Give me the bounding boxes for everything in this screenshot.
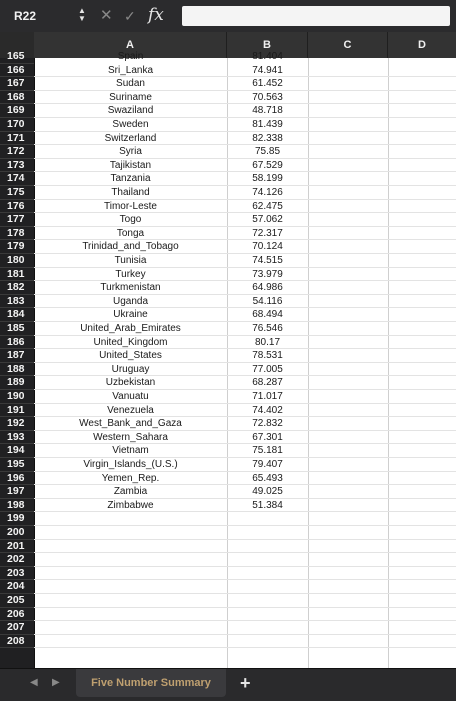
cell-value[interactable]: 68.287 <box>252 377 283 389</box>
cell-value[interactable] <box>227 580 308 594</box>
row-header[interactable]: 199 <box>0 512 34 526</box>
row-header[interactable]: 190 <box>0 390 34 404</box>
cell-value[interactable]: 64.986 <box>252 282 283 294</box>
row-header[interactable]: 185 <box>0 322 34 336</box>
cell-country[interactable]: Syria <box>119 146 142 158</box>
cell-country[interactable] <box>34 608 227 622</box>
cell-country[interactable]: Tajikistan <box>109 159 152 171</box>
row-header[interactable]: 183 <box>0 295 34 309</box>
cell-value[interactable]: 57.062 <box>252 214 283 226</box>
cell-value[interactable]: 74.126 <box>252 187 283 198</box>
row-header[interactable]: 191 <box>0 404 34 418</box>
spreadsheet-grid[interactable] <box>0 32 456 668</box>
cell-value[interactable]: 61.452 <box>252 78 283 90</box>
sheet-tab-bar <box>0 668 456 701</box>
cell-value[interactable]: 58.199 <box>252 173 283 185</box>
cell-value[interactable]: 73.979 <box>252 268 283 280</box>
cell-country[interactable]: Sri_Lanka <box>107 64 154 76</box>
row-header[interactable]: 203 <box>0 567 34 581</box>
row-header[interactable]: 197 <box>0 485 34 499</box>
row-header[interactable]: 196 <box>0 472 34 486</box>
enter-icon[interactable]: ✓ <box>124 8 136 24</box>
cell-value[interactable] <box>227 526 308 540</box>
cell-country[interactable]: United_Kingdom <box>93 336 168 348</box>
cell-country[interactable]: Sweden <box>112 119 149 130</box>
row-header[interactable]: 193 <box>0 431 34 445</box>
cell-country[interactable]: Turkey <box>115 268 146 280</box>
row-header[interactable]: 207 <box>0 621 34 635</box>
row-header[interactable]: 194 <box>0 444 34 458</box>
cell-area[interactable] <box>34 51 456 668</box>
cell-value[interactable] <box>227 553 308 567</box>
cell-country[interactable]: Yemen_Rep. <box>101 472 160 484</box>
cell-value[interactable]: 48.718 <box>252 105 283 117</box>
cell-country[interactable]: Switzerland <box>104 132 157 144</box>
cell-country[interactable]: Tanzania <box>110 173 151 185</box>
row-header[interactable]: 166 <box>0 64 34 78</box>
cell-value[interactable]: 72.317 <box>252 227 283 239</box>
row-header[interactable]: 172 <box>0 145 34 159</box>
cell-value[interactable] <box>227 567 308 581</box>
cell-country[interactable] <box>34 553 227 567</box>
cell-value[interactable]: 75.181 <box>252 445 283 457</box>
cell-value[interactable]: 80.17 <box>254 336 281 348</box>
cell-value[interactable]: 72.832 <box>252 418 283 430</box>
cell-value[interactable]: 67.529 <box>252 159 283 171</box>
cell-country[interactable]: Tunisia <box>114 255 147 266</box>
cell-country[interactable] <box>34 594 227 608</box>
cell-b-partial[interactable]: 81.404 <box>252 51 283 62</box>
row-header[interactable]: 176 <box>0 200 34 214</box>
chevron-down-icon[interactable]: ▼ <box>78 14 86 23</box>
row-header[interactable]: 187 <box>0 349 34 363</box>
row-header[interactable]: 173 <box>0 159 34 173</box>
formula-bar <box>0 0 456 33</box>
cell-country[interactable]: Ukraine <box>113 309 148 321</box>
cell-value[interactable]: 49.025 <box>252 486 283 498</box>
cell-value[interactable]: 68.494 <box>252 309 283 321</box>
cell-value[interactable]: 74.402 <box>252 404 283 416</box>
cell-country[interactable]: Western_Sahara <box>93 431 168 443</box>
cell-country[interactable]: United_Arab_Emirates <box>80 323 181 334</box>
cell-country[interactable]: Turkmenistan <box>100 282 161 294</box>
cell-country[interactable]: Trinidad_and_Tobago <box>82 241 179 253</box>
row-header[interactable]: 208 <box>0 635 34 649</box>
name-box-stepper[interactable] <box>76 7 88 25</box>
cell-country[interactable]: Zambia <box>113 486 148 498</box>
cell-country[interactable]: United_States <box>99 350 162 362</box>
row-headers <box>0 50 35 668</box>
cell-value[interactable]: 70.124 <box>252 241 283 253</box>
cell-a-partial[interactable]: Spain <box>117 51 144 62</box>
cell-country[interactable] <box>34 540 227 554</box>
row-header[interactable]: 168 <box>0 91 34 105</box>
row-header[interactable]: 205 <box>0 594 34 608</box>
column-header-a[interactable]: A <box>34 32 227 58</box>
cell-country[interactable]: Uganda <box>112 295 149 307</box>
cell-country[interactable] <box>34 635 227 649</box>
cell-value[interactable]: 74.941 <box>252 64 283 76</box>
cell-country[interactable]: Tonga <box>116 227 145 239</box>
row-header[interactable]: 175 <box>0 186 34 200</box>
row-header[interactable]: 186 <box>0 336 34 350</box>
cell-value[interactable] <box>227 621 308 635</box>
row-header[interactable]: 170 <box>0 118 34 132</box>
cell-country[interactable] <box>34 621 227 635</box>
cell-value[interactable]: 71.017 <box>252 391 283 402</box>
cell-country[interactable]: Swaziland <box>107 105 154 117</box>
cell-country[interactable]: Vietnam <box>112 445 149 457</box>
cell-value[interactable] <box>227 608 308 622</box>
row-header[interactable]: 204 <box>0 580 34 594</box>
cell-value[interactable]: 51.384 <box>252 499 283 511</box>
next-sheet-icon[interactable]: ▶ <box>52 677 60 688</box>
row-header[interactable]: 195 <box>0 458 34 472</box>
cell-value[interactable]: 67.301 <box>252 431 283 443</box>
cell-country[interactable]: Zimbabwe <box>107 499 154 511</box>
row-header[interactable]: 165 <box>0 50 34 64</box>
row-header[interactable]: 192 <box>0 417 34 431</box>
cancel-icon[interactable]: ✕ <box>100 7 113 24</box>
cell-country[interactable]: Uruguay <box>111 363 150 375</box>
cell-value[interactable]: 74.515 <box>252 255 283 266</box>
name-box[interactable]: R22 <box>14 9 37 23</box>
function-icon[interactable]: fx <box>148 5 164 25</box>
row-header[interactable]: 188 <box>0 363 34 377</box>
cell-country[interactable] <box>34 580 227 594</box>
cell-country[interactable] <box>34 512 227 526</box>
cell-country[interactable]: Suriname <box>109 91 152 103</box>
cell-value[interactable]: 81.439 <box>252 119 283 130</box>
add-sheet-icon[interactable]: + <box>240 673 251 693</box>
cell-value[interactable]: 77.005 <box>252 363 283 375</box>
cell-value[interactable]: 54.116 <box>252 295 283 307</box>
row-header[interactable]: 171 <box>0 132 34 146</box>
cell-country[interactable]: Uzbekistan <box>105 377 156 389</box>
cell-value[interactable]: 78.531 <box>252 350 283 362</box>
cell-value[interactable]: 70.563 <box>252 91 283 103</box>
sheet-tab-five-number-summary[interactable]: Five Number Summary <box>76 669 226 697</box>
row-header[interactable]: 178 <box>0 227 34 241</box>
cell-value[interactable] <box>227 512 308 526</box>
row-header[interactable]: 167 <box>0 77 34 91</box>
column-header-c[interactable]: C <box>308 32 388 58</box>
row-header[interactable]: 198 <box>0 499 34 513</box>
cell-country[interactable]: Vanuatu <box>112 391 149 402</box>
row-header[interactable]: 184 <box>0 308 34 322</box>
cell-value[interactable] <box>227 594 308 608</box>
column-divider <box>388 58 389 668</box>
cell-country[interactable]: Togo <box>119 214 142 226</box>
row-header[interactable]: 180 <box>0 254 34 268</box>
cell-value[interactable]: 79.407 <box>252 459 283 470</box>
cell-value[interactable]: 75.85 <box>254 146 281 158</box>
row-header[interactable]: 206 <box>0 608 34 622</box>
cell-country[interactable] <box>34 567 227 581</box>
row-header[interactable]: 200 <box>0 526 34 540</box>
row-header[interactable]: 189 <box>0 376 34 390</box>
cell-value[interactable] <box>227 635 308 649</box>
row-header[interactable]: 179 <box>0 240 34 254</box>
previous-sheet-icon[interactable]: ◀ <box>30 677 38 688</box>
row-header[interactable]: 202 <box>0 553 34 567</box>
cell-value[interactable]: 65.493 <box>252 472 283 484</box>
column-divider <box>308 58 309 668</box>
formula-input[interactable] <box>182 6 450 26</box>
row-header[interactable]: 182 <box>0 281 34 295</box>
cell-value[interactable]: 82.338 <box>252 132 283 144</box>
cell-country[interactable]: Virgin_Islands_(U.S.) <box>83 459 178 470</box>
cell-value[interactable] <box>227 540 308 554</box>
cell-country[interactable]: Timor-Leste <box>104 200 157 212</box>
chevron-up-icon[interactable]: ▲ <box>78 6 86 15</box>
column-header-d[interactable]: D <box>418 39 426 51</box>
row-header[interactable]: 174 <box>0 172 34 186</box>
cell-value[interactable]: 62.475 <box>252 200 283 212</box>
row-header[interactable]: 181 <box>0 268 34 282</box>
cell-country[interactable]: Sudan <box>116 78 145 90</box>
cell-country[interactable]: Venezuela <box>107 404 154 416</box>
cell-country[interactable]: West_Bank_and_Gaza <box>79 418 182 430</box>
row-header[interactable]: 177 <box>0 213 34 227</box>
row-header[interactable]: 169 <box>0 104 34 118</box>
row-header[interactable]: 201 <box>0 540 34 554</box>
cell-value[interactable]: 76.546 <box>252 323 283 334</box>
cell-country[interactable]: Thailand <box>111 187 150 198</box>
cell-country[interactable] <box>34 526 227 540</box>
column-header-b[interactable]: B <box>227 32 308 58</box>
